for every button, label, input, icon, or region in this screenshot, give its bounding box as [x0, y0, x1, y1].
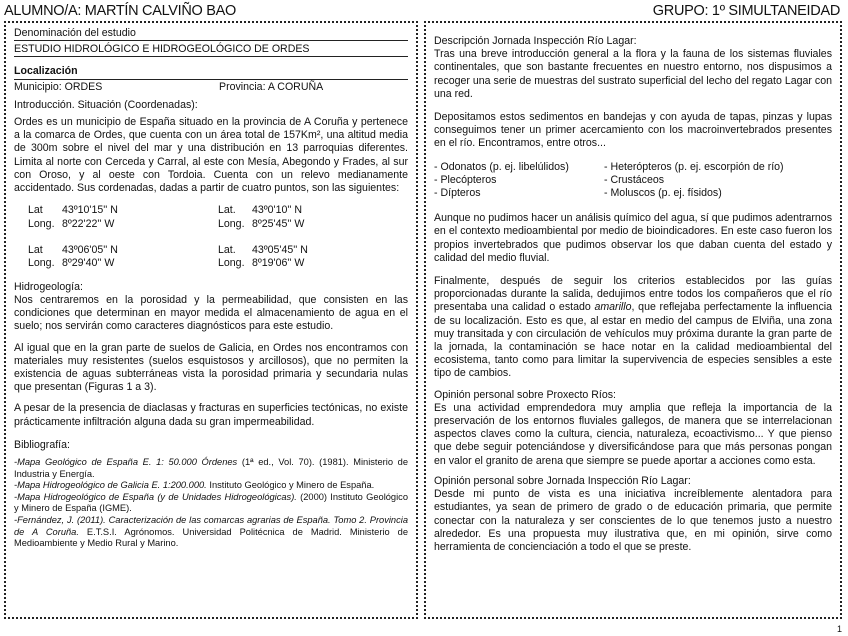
- list-item: - Crustáceos: [604, 173, 665, 186]
- desc-paragraph-2: Depositamos estos sedimentos en bandejas y con ayuda de tapas, pinzas y lupas conseguimos tener un primer acercamiento con los macroinvertebrados presentes en el río. Encontramos, entre otros...: [434, 111, 832, 150]
- hidrogeologia-label: Hidrogeología:: [14, 280, 83, 293]
- desc-paragraph-4: Finalmente, después de seguir los criterios establecidos por las guías proporcionadas durante la salida, dedujimos entre todos los compañeros que el río presentaba una calidad o estado amarillo, que reflejaba perfectamente la influencia de su localización. Esto es que, al estar en medio del campus de Elviña, una zona muy transitada y con circulación de vehículos muy próxima durante la gran parte de la jornada, la contaminación se hace notar en la calidad medioambiental del ecosistema, tanto como para limitar la supervivencia de especies sensibles a este tipo de cambios.: [434, 275, 832, 380]
- municipio: Municipio: ORDES: [14, 80, 103, 93]
- page-number: 1: [836, 624, 842, 634]
- localizacion-label: Localización: [14, 65, 408, 79]
- intro-label: Introducción. Situación (Coordenadas):: [14, 98, 198, 111]
- intro-text: Ordes es un municipio de España situado en la provincia de A Coruña y pertenece a la comarca de Ordes, que cuenta con un área total de 157Km², una altitud media de 300m sobre el nivel del mar y una distribución en 13 parroquias diferentes. Limita al norte con Cerceda y Carral, al este con Mesía, Abegondo y Frades, al sur con Oroso, y al oeste con Tordoia. Cuenta con un relevo medianamente accidentado. Sus cordenadas, dadas a partir de cuatro puntos, son las siguientes:: [14, 116, 408, 195]
- hidro-paragraph-1: Nos centraremos en la porosidad y la permeabilidad, que consisten en las condiciones que determinan en mayor medida el almacenamiento de agua en el suelo; nos servirán como caracteres diagnósticos para este estudio.: [14, 294, 408, 333]
- list-item: - Moluscos (p. ej. físidos): [604, 187, 722, 200]
- invertebrates-list: [434, 161, 832, 201]
- group-label: GRUPO: 1º SIMULTANEIDAD: [652, 3, 840, 19]
- hidro-paragraph-2: Al igual que en la gran parte de suelos de Galicia, en Ordes nos encontramos con materiales muy resistentes (suelos esquistosos y arcillosos), que no permiten la existencia de aguas subterráneas vista la porosidad primaria y secundaria nulas que presentan (Figuras 1 a 3).: [14, 341, 408, 394]
- list-item: - Odonatos (p. ej. libelúlidos): [434, 160, 569, 173]
- list-item: - Plecópteros: [434, 173, 497, 186]
- provincia: Provincia: A CORUÑA: [219, 80, 324, 93]
- opinion-jornada-text: Desde mi punto de vista es una iniciativa increíblemente alentadora para estudiantes, ya sean de primero de grado o de educación primaria, que permite conectar con la naturaleza y ser conscientes de lo que tenemos justo a nuestro alrededor. Es una propuesta muy ilustrativa que, en mi opinión, sirve como herramienta de concienciación a todo el que se preste.: [434, 488, 832, 553]
- opinion-proxecto-text: Es una actividad emprendedora muy amplia que refleja la importancia de la preservación de los entornos fluviales gallegos, de manera que se interrelacionan aspectos claves como la cultura, ciencia, naturaleza, ecoactivismo... Y que pienso que debe seguir potenciándose y diversificándose para que más personas pongan en valor el granito de arena que siempre se puede aportar a acciones como esta.: [434, 401, 832, 467]
- descripcion-label: Descripción Jornada Inspección Río Lagar:: [434, 35, 637, 47]
- list-item: - Dípteros: [434, 187, 481, 200]
- bib-entry: -Mapa Hidrogeológico de España (y de Unidades Hidrogeológicas). (2000) Instituto Geológico y Minero de España (IGME).: [14, 491, 408, 514]
- opinion-proxecto-label: Opinión personal sobre Proxecto Ríos:: [434, 388, 616, 401]
- bibliografia-label: Bibliografía:: [14, 438, 70, 451]
- right-panel: [424, 21, 842, 619]
- bib-entry: -Fernández, J. (2011). Caracterización de las comarcas agrarias de España. Tomo 2. Provincia de A Coruña. E.T.S.I. Agrónomos. Universidad Politécnica de Madrid. Ministerio de Medioambiente y Medio Rural y Marino.: [14, 515, 408, 549]
- desc-paragraph-3: Aunque no pudimos hacer un análisis químico del agua, sí que pudimos adentrarnos en el contexto medioambiental por medio de bioindicadores. En este caso fueron los propios invertebrados que pudimos observar los que daban cuenta del estado y calidad del medio fluvial.: [434, 212, 832, 264]
- list-item: - Heterópteros (p. ej. escorpión de río): [604, 160, 784, 173]
- coords-row-2: Lat 43º06'05'' N Long. 8º29'40'' W Lat. 43º05'45'' N Long. 8º19'06'' W: [28, 244, 308, 270]
- student-name: ALUMNO/A: MARTÍN CALVIÑO BAO: [4, 3, 236, 19]
- opinion-jornada-label: Opinión personal sobre Jornada Inspección Río Lagar:: [434, 474, 691, 487]
- bib-entry: -Mapa Geológico de España E. 1: 50.000 Órdenes (1ª ed., Vol. 70). (1981). Ministerio de Industria y Energía.: [14, 457, 408, 479]
- bib-entry: -Mapa Hidrogeológico de Galicia E. 1:200.000. Instituto Geológico y Minero de España.: [14, 480, 375, 491]
- left-panel: [4, 21, 418, 619]
- denominacion-label: Denominación del estudio: [14, 27, 408, 41]
- bibliography-list: [14, 457, 408, 550]
- desc-paragraph-1: Tras una breve introducción general a la flora y la fauna de los sistemas fluviales continentales, que son bastante frecuentes en nuestro entorno, nos dispusimos a recoger una serie de muestras del sustrato superficial del lecho del regato Lagar con una red.: [434, 48, 832, 100]
- hidro-paragraph-3: A pesar de la presencia de diaclasas y fracturas en superficies tectónicas, no existe prácticamente infiltración alguna dada su gran impermeabilidad.: [14, 402, 408, 428]
- denominacion-value: ESTUDIO HIDROLÓGICO E HIDROGEOLÓGICO DE ORDES: [14, 43, 408, 57]
- coords-row-1: Lat 43º10'15'' N Long. 8º22'22'' W Lat. 43º0'10'' N Long. 8º25'45'' W: [28, 204, 305, 230]
